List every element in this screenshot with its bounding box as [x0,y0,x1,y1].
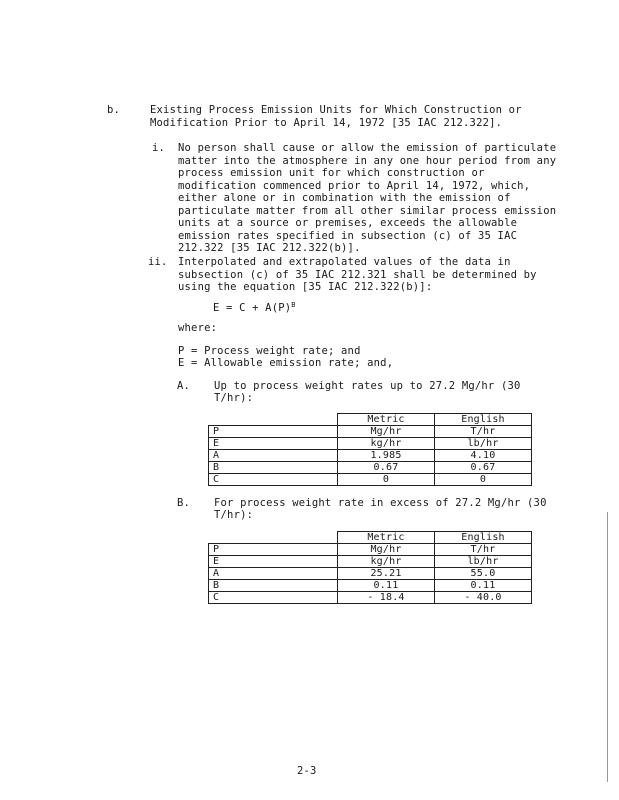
table-row [209,544,532,556]
table-cell: E [209,556,338,568]
sub-b-line-2: T/hr): [214,509,254,521]
equation-exponent: B [291,301,296,309]
table-cell: kg/hr [338,556,435,568]
table-header-cell: English [435,414,532,426]
table-cell: Mg/hr [338,544,435,556]
table-cell: 0.67 [435,462,532,474]
table-cell: lb/hr [435,556,532,568]
table-row [209,556,532,568]
table-cell: kg/hr [338,438,435,450]
table-cell: A [209,568,338,580]
table-row [209,462,532,474]
table-header-cell: Metric [338,414,435,426]
table-row [209,438,532,450]
item-i-marker: i. [152,142,166,154]
definition-e: E = Allowable emission rate; and, [178,357,394,369]
table-row [209,592,532,604]
table-row [209,474,532,486]
table-cell: T/hr [435,544,532,556]
definition-p: P = Process weight rate; and [178,345,361,357]
scan-edge-artifact [607,512,608,782]
item-i-text [178,142,556,255]
table-cell: P [209,426,338,438]
item-i-line: matter into the atmosphere in any one hour period from any [178,154,557,167]
table-cell: 55.0 [435,568,532,580]
item-i-line: either alone or in combination with the emission of [178,192,511,204]
table-header-cell: Metric [338,532,435,544]
table-a-header-row [209,414,532,426]
equation [213,299,296,315]
sub-a-line-1: Up to process weight rates up to 27.2 Mg/hr (30 [214,380,521,392]
table-cell: 0.11 [338,580,435,592]
table-cell: - 18.4 [338,592,435,604]
sub-a-marker: A. [177,380,191,392]
table-cell: 0 [338,474,435,486]
table-cell: B [209,462,338,474]
table-header-cell: English [435,532,532,544]
sub-a-line-2: T/hr): [214,392,254,404]
item-i-line: particulate matter from all other similar process emission [178,204,557,217]
item-ii-line: using the equation [35 IAC 212.322(b)]: [178,281,433,293]
sub-b-line-1: For process weight rate in excess of 27.2 Mg/hr (30 [214,497,547,509]
equation-body: E = C + A(P) [213,302,292,314]
where-label: where: [178,322,218,334]
table-row [209,580,532,592]
table-row [209,450,532,462]
table-cell: 0.67 [338,462,435,474]
item-i-line: units at a source or premises, exceeds the allowable [178,217,518,229]
item-i-line: process emission unit for which construction or [178,167,485,179]
item-ii-marker: ii. [148,256,168,268]
table-cell: P [209,544,338,556]
page-number: 2-3 [297,765,317,777]
table-cell: C [209,592,338,604]
table-cell: 25.21 [338,568,435,580]
table-cell: lb/hr [435,438,532,450]
table-cell: Mg/hr [338,426,435,438]
section-b-marker: b. [107,104,121,116]
table-cell: 4.10 [435,450,532,462]
table-cell: A [209,450,338,462]
table-b-header-row [209,532,532,544]
table-cell: E [209,438,338,450]
item-ii-line: subsection (c) of 35 IAC 212.321 shall be determined by [178,268,537,281]
table-cell: - 40.0 [435,592,532,604]
table-header-cell [209,414,338,426]
table-cell: B [209,580,338,592]
item-i-line: modification commenced prior to April 14, 1972, which, [178,179,531,192]
table-cell: 0.11 [435,580,532,592]
item-ii-line: Interpolated and extrapolated values of the data in [178,256,511,268]
table-cell: C [209,474,338,486]
section-b-heading-line-1: Existing Process Emission Units for Which Construction or [150,104,522,116]
table-b [208,531,532,604]
table-cell: T/hr [435,426,532,438]
table-a [208,413,532,486]
table-row [209,568,532,580]
item-i-line: No person shall cause or allow the emission of particulate [178,142,557,154]
section-b-heading-line-2: Modification Prior to April 14, 1972 [35 IAC 212.322]. [150,117,503,129]
item-ii-text [178,256,537,294]
item-i-line: emission rates specified in subsection (c) of 35 IAC [178,229,518,242]
table-cell: 1.985 [338,450,435,462]
table-cell: 0 [435,474,532,486]
sub-b-marker: B. [177,497,191,509]
item-i-line: 212.322 [35 IAC 212.322(b)]. [178,242,361,254]
table-row [209,426,532,438]
table-header-cell [209,532,338,544]
